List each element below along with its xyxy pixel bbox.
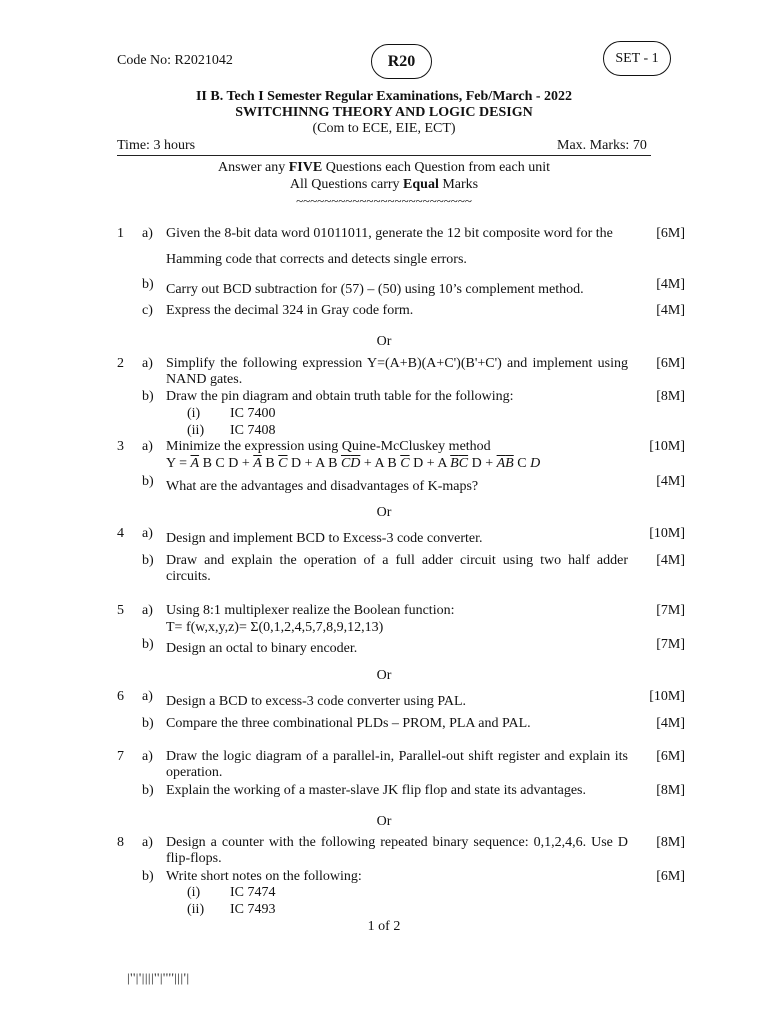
question-text: Compare the three combinational PLDs – PROM, PLA and PAL. [166,716,531,731]
marks: [8M] [656,783,685,798]
sub-item-text: IC 7493 [230,902,276,917]
question-text: What are the advantages and disadvantages of K-maps? [166,479,479,494]
part-label: b) [142,553,154,568]
marks: [6M] [656,226,685,241]
sub-item-number: (i) [187,406,201,421]
part-label: a) [142,226,153,241]
expression-term: $\overline{A}\overline{B}$ C D [496,456,541,471]
set-badge [603,41,671,76]
part-label: a) [142,439,153,454]
or-separator: Or [376,334,392,349]
or-separator: Or [376,814,392,829]
question-number: 2 [117,356,124,371]
or-separator: Or [376,668,392,683]
question-text: Using 8:1 multiplexer realize the Boolean function: [166,603,455,618]
expression-term: A B $\overline{C}\overline{D}$ [315,456,361,471]
regulation-badge [371,44,432,79]
question-text: Draw and explain the operation of a full adder circuit using two half adder circuits. [166,553,628,584]
regulation-text: R20 [387,53,416,70]
barcode-text: |''|'||||''|''''|||'| [127,970,190,985]
marks: [4M] [656,553,685,568]
instruction-2: All Questions carry Equal Marks [289,177,479,192]
part-label: b) [142,277,154,292]
sub-item-number: (ii) [187,902,205,917]
part-label: a) [142,835,153,850]
marks: [8M] [656,389,685,404]
part-label: c) [142,303,153,318]
part-label: b) [142,474,154,489]
question-text: Explain the working of a master-slave JK flip flop and state its advantages. [166,783,586,798]
marks: [6M] [656,749,685,764]
question-text: Simplify the following expression Y=(A+B)(A+C')(B'+C') and implement using NAND gates. [166,356,628,387]
marks: [4M] [656,474,685,489]
code-number: Code No: R2021042 [117,53,233,68]
question-text: Draw the logic diagram of a parallel-in, Parallel-out shift register and explain its operation. [166,749,628,780]
marks: [4M] [656,277,685,292]
max-marks: Max. Marks: 70 [557,138,647,153]
instruction-1: Answer any FIVE Questions each Question from each unit [217,160,551,175]
header-divider [117,155,651,156]
sub-item-number: (ii) [187,423,205,438]
exam-title: II B. Tech I Semester Regular Examinations, Feb/March - 2022 [195,89,573,104]
expression-term: $\overline{A}$ B $\overline{C}$ D [253,456,302,471]
branches: (Com to ECE, EIE, ECT) [312,121,456,136]
marks: [7M] [656,637,685,652]
expression-term: $\overline{A}$ B C D [190,456,239,471]
tilde-divider: ~~~~~~~~~~~~~~~~~~~~~~~~~ [296,193,472,208]
marks: [6M] [656,356,685,371]
marks: [10M] [649,526,685,541]
or-separator: Or [376,505,392,520]
marks: [10M] [649,439,685,454]
question-number: 3 [117,439,124,454]
question-text: Express the decimal 324 in Gray code form. [166,303,414,318]
question-number: 8 [117,835,124,850]
marks: [7M] [656,603,685,618]
sub-item-text: IC 7400 [230,406,276,421]
part-label: a) [142,356,153,371]
part-label: b) [142,783,154,798]
question-text: Given the 8-bit data word 01011011, generate the 12 bit composite word for the [166,226,613,241]
sub-item-text: IC 7474 [230,885,276,900]
marks: [8M] [656,835,685,850]
question-text: Write short notes on the following: [166,869,362,884]
subject-title: SWITCHINNG THEORY AND LOGIC DESIGN [235,105,533,120]
marks: [4M] [656,303,685,318]
part-label: a) [142,689,153,704]
part-label: b) [142,716,154,731]
part-label: b) [142,389,154,404]
sub-item-text: IC 7408 [230,423,276,438]
question-number: 7 [117,749,124,764]
marks: [10M] [649,689,685,704]
part-label: a) [142,749,153,764]
question-text: Minimize the expression using Quine-McCluskey method [166,439,491,454]
part-label: b) [142,869,154,884]
marks: [6M] [656,869,685,884]
part-label: a) [142,526,153,541]
expression-lhs: Y = [166,456,191,471]
question-number: 5 [117,603,124,618]
part-label: a) [142,603,153,618]
set-text: SET - 1 [615,51,659,66]
part-label: b) [142,637,154,652]
expression-term: A B $\overline{C}$ D [374,456,424,471]
question-text: Draw the pin diagram and obtain truth table for the following: [166,389,514,404]
question-number: 1 [117,226,124,241]
question-text: Design an octal to binary encoder. [166,641,358,656]
time: Time: 3 hours [117,138,196,153]
expression-term: A $\overline{B}\overline{C}$ D [437,456,482,471]
question-number: 4 [117,526,124,541]
question-number: 6 [117,689,124,704]
question-text: Design a BCD to excess-3 code converter using PAL. [166,694,467,709]
page-number: 1 of 2 [367,919,401,934]
question-text-cont: Hamming code that corrects and detects single errors. [166,252,467,267]
marks: [4M] [656,716,685,731]
boolean-expression: $Y = \overline{A}$ B C $D + \overline{A}$ B $\overline{C}$ D + A B $\overline{C}\overline{D} + A$ B $\overline{C}$ D + A $\overline{B}\overline{C}$ $D + \overline{A}\overline{B}$ C D [166,456,541,471]
sub-item-number: (i) [187,885,201,900]
question-text: Design a counter with the following repeated binary sequence: 0,1,2,4,6. Use D flip-flops. [166,835,628,866]
question-text: Design and implement BCD to Excess-3 code converter. [166,531,483,546]
question-text: Carry out BCD subtraction for (57) – (50) using 10’s complement method. [166,282,584,297]
function-definition: T= f(w,x,y,z)= Σ(0,1,2,4,5,7,8,9,12,13) [166,620,384,635]
